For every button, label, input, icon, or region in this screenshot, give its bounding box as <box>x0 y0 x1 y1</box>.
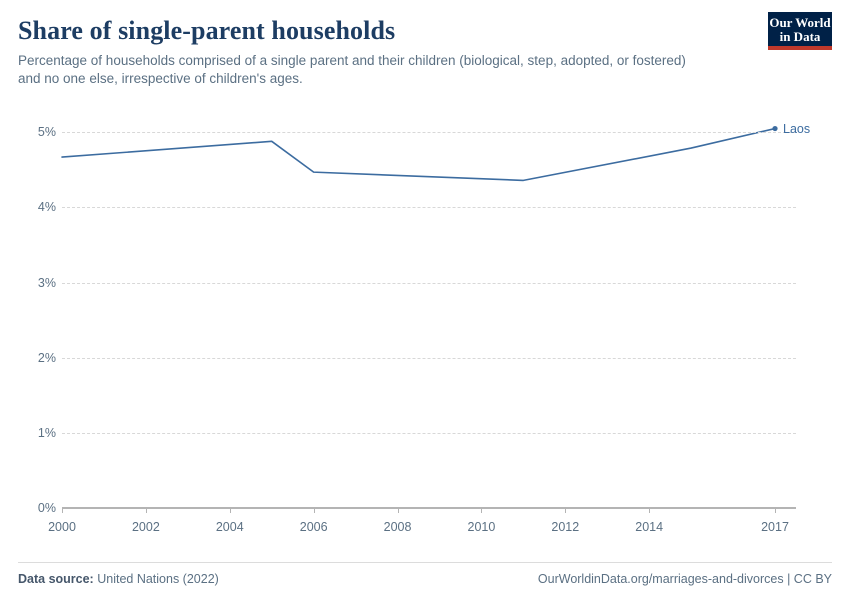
y-axis-tick-label: 2% <box>37 350 56 365</box>
chart-subtitle: Percentage of households comprised of a single parent and their children (biological, step, adopted, or fostered) and no one else, irrespective of children's ages. <box>18 53 686 86</box>
x-axis-tick-mark <box>398 508 399 513</box>
gridline <box>62 283 796 284</box>
gridline <box>62 433 796 434</box>
series-label-laos[interactable]: Laos <box>783 121 811 136</box>
gridline <box>62 132 796 133</box>
x-axis-tick-label: 2012 <box>551 520 580 534</box>
attribution[interactable]: OurWorldinData.org/marriages-and-divorces | CC BY <box>537 572 832 586</box>
x-axis-line <box>62 507 796 508</box>
gridline <box>62 207 796 208</box>
x-axis-tick-label: 2014 <box>635 520 664 534</box>
logo-line-2: in Data <box>779 29 821 44</box>
y-axis-tick-label: 3% <box>37 275 56 290</box>
x-axis-tick-mark <box>565 508 566 513</box>
x-axis-tick-mark <box>649 508 650 513</box>
line-path <box>62 129 775 181</box>
chart-header <box>18 16 832 88</box>
series-line-laos <box>62 106 796 508</box>
x-axis-tick-mark <box>775 508 776 513</box>
x-axis-tick-label: 2010 <box>467 520 496 534</box>
plot-area[interactable] <box>62 106 811 508</box>
series-endpoint-marker <box>772 126 777 131</box>
x-axis-tick-label: 2006 <box>299 520 328 534</box>
x-axis-tick-label: 2000 <box>48 520 76 534</box>
x-axis-tick-label: 2004 <box>215 520 244 534</box>
x-axis-tick-label: 2002 <box>131 520 160 534</box>
x-axis-tick-mark <box>230 508 231 513</box>
y-axis-tick-label: 5% <box>37 125 56 140</box>
chart-footer <box>18 562 832 588</box>
x-axis-tick-mark <box>314 508 315 513</box>
data-source <box>18 572 219 586</box>
gridline <box>62 508 796 509</box>
x-axis-tick-mark <box>146 508 147 513</box>
y-axis-tick-label: 4% <box>37 200 56 215</box>
gridline <box>62 358 796 359</box>
page-title: Share of single-parent households <box>18 16 396 45</box>
x-axis-tick-label: 2017 <box>761 520 789 534</box>
y-axis-tick-label: 0% <box>37 501 56 515</box>
chart-canvas <box>18 96 832 546</box>
x-axis-tick-label: 2008 <box>383 520 412 534</box>
data-source-value: United Nations (2022) <box>97 572 219 586</box>
x-axis-tick-mark <box>62 508 63 513</box>
logo-line-1: Our World <box>769 15 831 30</box>
y-axis-tick-label: 1% <box>37 425 56 440</box>
our-world-in-data-logo[interactable] <box>768 12 832 50</box>
x-axis-tick-mark <box>481 508 482 513</box>
data-source-label: Data source: <box>18 572 94 586</box>
